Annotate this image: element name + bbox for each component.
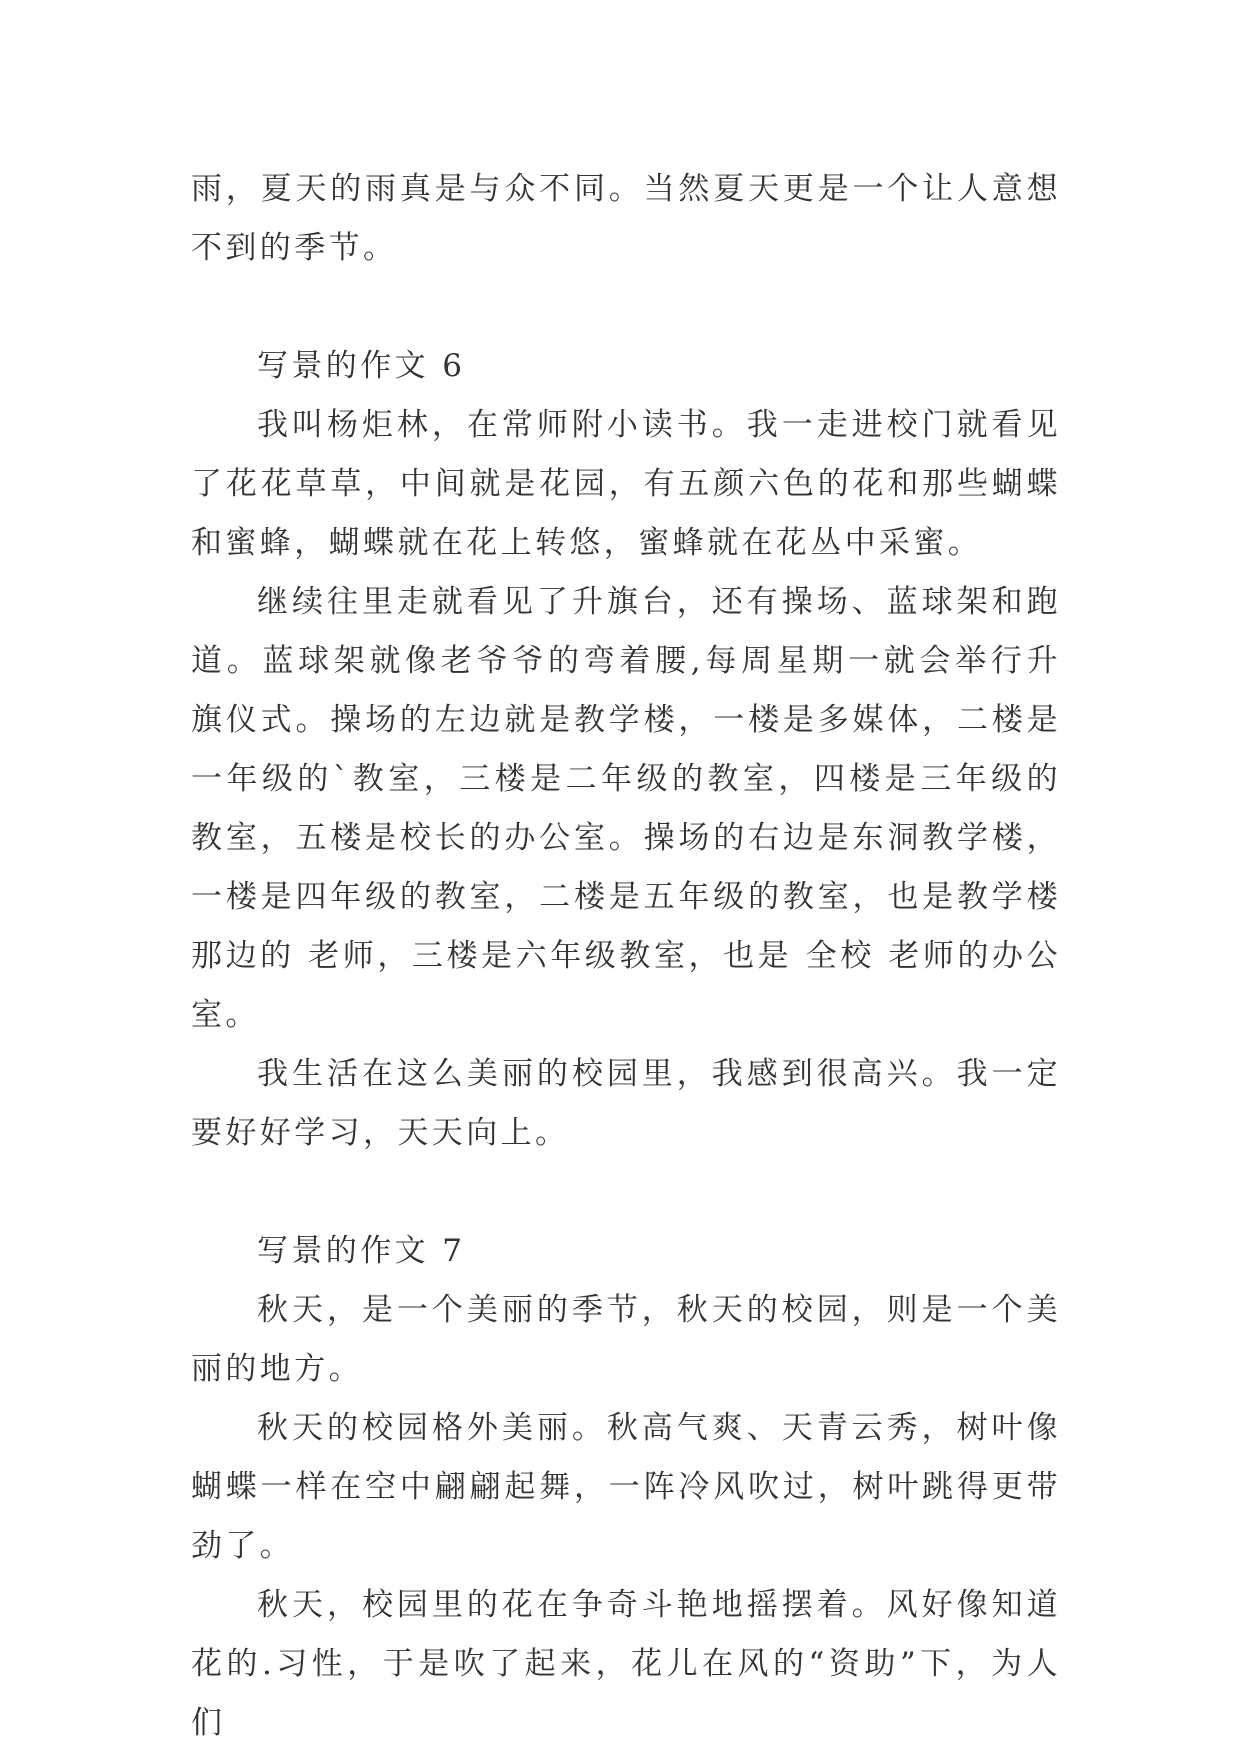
paragraph: 继续往里走就看见了升旗台，还有操场、蓝球架和跑道。蓝球架就像老爷爷的弯着腰,每周星期一就会举行升旗仪式。操场的左边就是教学楼，一楼是多媒体，二楼是一年级的`教室，三楼是二年级的教室，四楼是三年级的教室，五楼是校长的办公室。操场的右边是东洞教学楼，一楼是四年级的教室，二楼是五年级的教室，也是教学楼 那边的 老师，三楼是六年级教室，也是 全校 老师的办公室。: [191, 584, 1061, 1033]
section-heading: 写景的作文 6: [257, 348, 466, 384]
paragraph: 雨，夏天的雨真是与众不同。当然夏天更是一个让人意想不到的季节。: [191, 171, 1061, 266]
paragraph: 秋天，校园里的花在争奇斗艳地摇摆着。风好像知道花的.习性，于是吹了起来，花儿在风的“资助”下，为人们: [191, 1587, 1061, 1741]
paragraph: 我生活在这么美丽的校园里，我感到很高兴。我一定要好好学习，天天向上。: [191, 1056, 1061, 1151]
paragraph: 秋天，是一个美丽的季节，秋天的校园，则是一个美丽的地方。: [191, 1292, 1061, 1387]
section-gap: [191, 278, 1061, 337]
paragraph: 我叫杨炬林，在常师附小读书。我一走进校门就看见了花花草草，中间就是花园，有五颜六色的花和那些蝴蝶和蜜蜂，蝴蝶就在花上转悠，蜜蜂就在花丛中采蜜。: [191, 407, 1061, 561]
document-body: [191, 160, 1061, 1753]
section-heading: 写景的作文 7: [257, 1233, 466, 1269]
section-gap: [191, 1163, 1061, 1222]
paragraph: 秋天的校园格外美丽。秋高气爽、天青云秀，树叶像蝴蝶一样在空中翩翩起舞，一阵冷风吹过，树叶跳得更带劲了。: [191, 1410, 1061, 1564]
